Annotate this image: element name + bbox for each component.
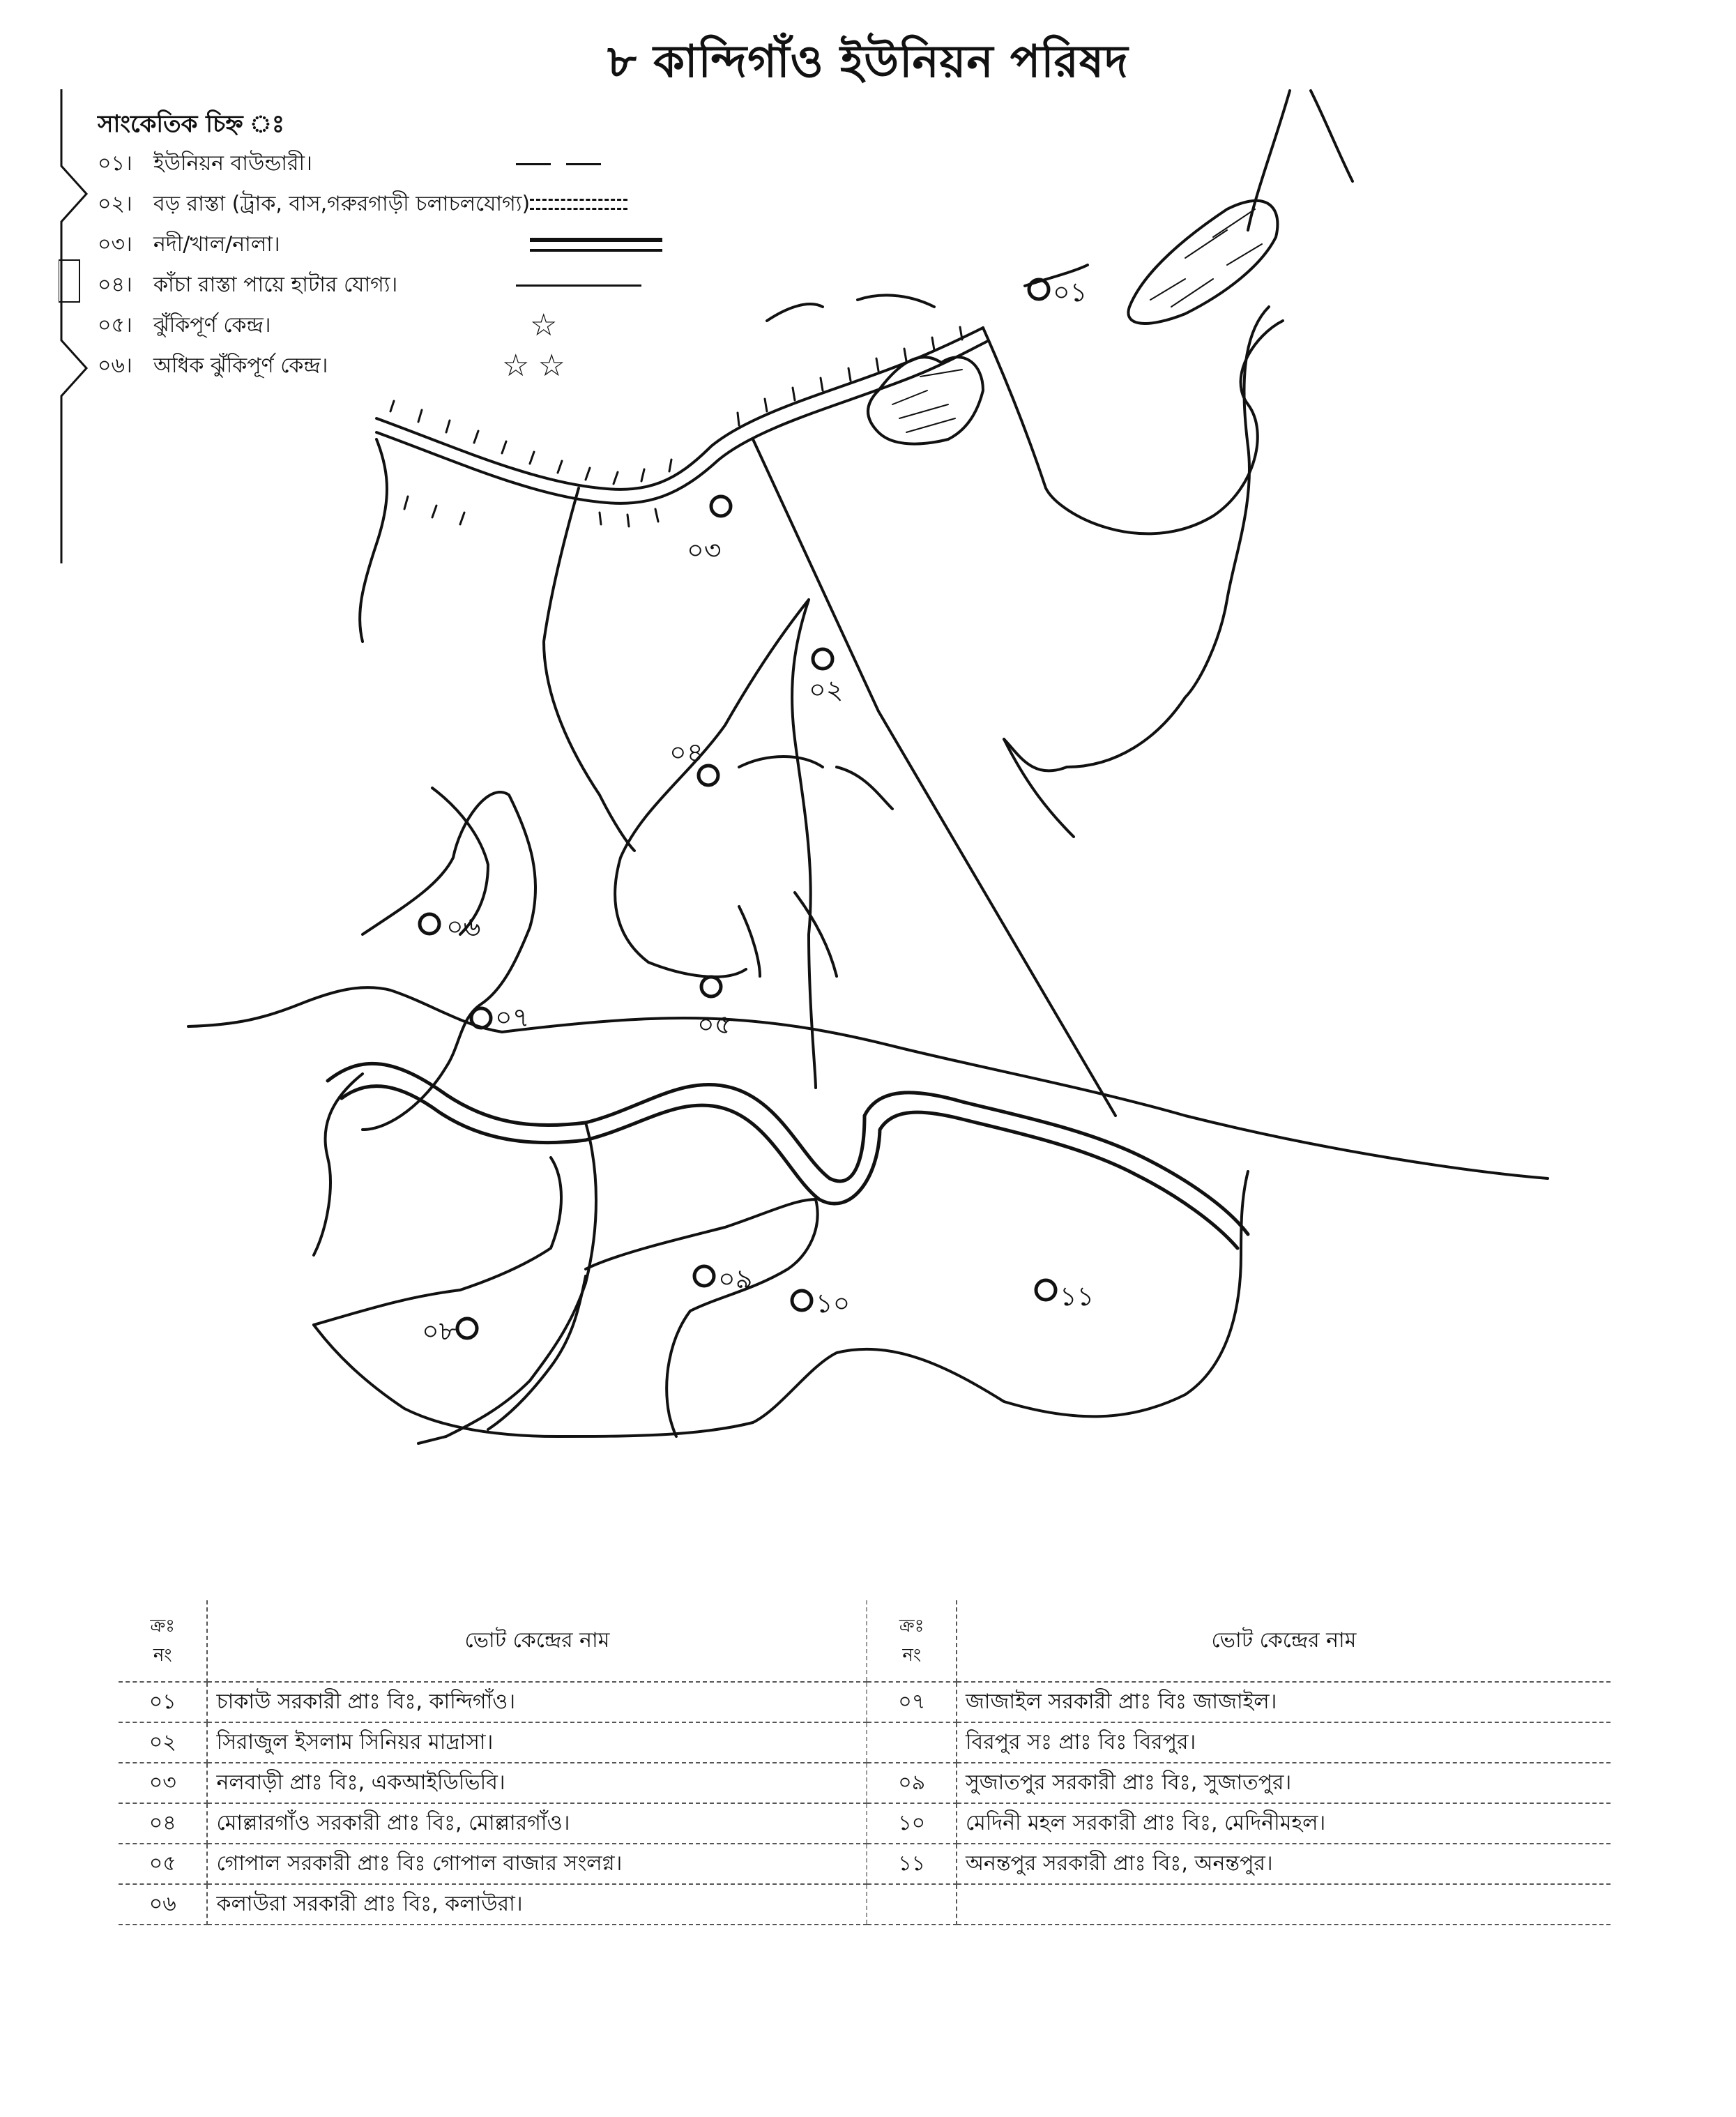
broken-curve-1 (767, 265, 1088, 321)
boundary-village-07-line (488, 1276, 586, 1429)
boundary-west (314, 439, 387, 1255)
map-label-centre-04: ০৪ (669, 737, 704, 768)
boundary-village-08 (363, 792, 535, 1130)
legend-item-label: নদী/খাল/নালা। (153, 232, 280, 257)
cell-no: ১০ (867, 1803, 956, 1844)
cell-no: ০২ (119, 1722, 207, 1763)
table-row (119, 1803, 1611, 1844)
cell-name: মেদিনী মহল সরকারী প্রাঃ বিঃ, মেদিনীমহল। (957, 1803, 1611, 1844)
legend-item-number: ০৬। (98, 354, 132, 378)
cell-name (957, 1884, 1611, 1925)
legend-item-number: ০১। (98, 151, 132, 176)
cell-name: সিরাজুল ইসলাম সিনিয়র মাদ্রাসা। (207, 1722, 867, 1763)
voting-centre-table (119, 1600, 1611, 1925)
centre-11-marker (1036, 1280, 1056, 1300)
boundary-diagonal (753, 439, 1116, 1116)
column-header-no (119, 1600, 207, 1682)
cell-name: জাজাইল সরকারী প্রাঃ বিঃ জাজাইল। (957, 1682, 1611, 1722)
legend-item-number: ০২। (98, 192, 132, 216)
cell-no: ০৩ (119, 1763, 207, 1803)
header-no-line1: ক্রঃ (150, 1616, 176, 1637)
cell-no: ০৪ (119, 1803, 207, 1844)
legend-item-number: ০৩। (98, 232, 132, 257)
broken-curve-4 (1004, 739, 1074, 837)
map-label-centre-07: ০৭ (495, 1002, 530, 1033)
centre-09-marker (694, 1266, 714, 1286)
broken-curve-2 (739, 757, 892, 809)
centre-03-marker (711, 496, 731, 516)
boundary-center (615, 600, 809, 977)
centre-06-marker (420, 914, 439, 934)
legend-item-label: অধিক ঝুঁকিপূর্ণ কেন্দ্র। (153, 354, 328, 378)
cell-name: বিরপুর সঃ প্রাঃ বিঃ বিরপুর। (957, 1722, 1611, 1763)
boundary-south-outer (314, 1171, 1248, 1436)
river-main (328, 1063, 1248, 1234)
broken-curve-3 (739, 893, 837, 976)
cell-no: ০১ (119, 1682, 207, 1722)
map-label-centre-05: ০৫ (697, 1009, 732, 1040)
pond-center-hatch (892, 370, 962, 432)
map-label-centre-11: ১১ (1060, 1281, 1095, 1312)
boundary-north-east (983, 321, 1283, 533)
cell-no (867, 1884, 956, 1925)
legend-heading: সাংকেতিক চিহ্ন ঃ (98, 110, 285, 138)
table-row (119, 1844, 1611, 1884)
centre-07-marker (471, 1008, 491, 1028)
boundary-south (314, 1123, 596, 1443)
legend-item-number: ০৪। (98, 273, 132, 297)
column-header-no (867, 1600, 956, 1682)
column-header-name: ভোট কেন্দ্রের নাম (957, 1600, 1611, 1682)
table-header-row (119, 1600, 1611, 1682)
centre-02-marker (813, 649, 832, 669)
centre-08-marker (457, 1319, 477, 1338)
map-label-centre-10: ১০ (816, 1288, 851, 1319)
cell-name: মোল্লারগাঁও সরকারী প্রাঃ বিঃ, মোল্লারগাঁও। (207, 1803, 867, 1844)
header-no-line2: নং (902, 1645, 922, 1666)
header-no-line1: ক্রঃ (899, 1616, 924, 1637)
map-label-centre-06: ০৬ (446, 911, 481, 942)
cell-name: সুজাতপুর সরকারী প্রাঃ বিঃ, সুজাতপুর। (957, 1763, 1611, 1803)
centre-10-marker (792, 1291, 812, 1310)
cell-no: ০৬ (119, 1884, 207, 1925)
map-label-centre-09: ০৯ (718, 1264, 753, 1294)
table-row (119, 1763, 1611, 1803)
map-label-centre-01: ০১ (1053, 277, 1088, 308)
header-no-line2: নং (153, 1645, 172, 1666)
map-label-centre-03: ০৩ (687, 535, 722, 566)
cell-name: নলবাড়ী প্রাঃ বিঃ, একআইডিভিবি। (207, 1763, 867, 1803)
legend-item-label: কাঁচা রাস্তা পায়ে হাটার যোগ্য। (153, 273, 398, 297)
cell-no: ০৫ (119, 1844, 207, 1884)
cell-no: ১১ (867, 1844, 956, 1884)
cell-name: চাকাউ সরকারী প্রাঃ বিঃ, কান্দিগাঁও। (207, 1682, 867, 1722)
cell-no (867, 1722, 956, 1763)
legend-item-label: বড় রাস্তা (ট্রাক, বাস,গরুরগাড়ী চলাচলযোগ্য) (153, 192, 531, 216)
cell-no: ০৯ (867, 1763, 956, 1803)
legend-item-label: ঝুঁকিপূর্ণ কেন্দ্র। (153, 313, 271, 337)
legend-item-label: ইউনিয়ন বাউন্ডারী। (153, 151, 312, 176)
table-row (119, 1682, 1611, 1722)
centre-05-marker (701, 977, 721, 996)
double-star-icon: ☆☆ (502, 348, 574, 384)
map-title: ৮ কান্দিগাঁও ইউনিয়ন পরিষদ (607, 36, 1129, 88)
legend-item-number: ০৫। (98, 313, 132, 337)
cell-no: ০৭ (867, 1682, 956, 1722)
table-row (119, 1722, 1611, 1763)
pond-north (1128, 201, 1277, 324)
cell-name: গোপাল সরকারী প্রাঃ বিঃ গোপাল বাজার সংলগ্ন। (207, 1844, 867, 1884)
map-label-centre-08: ০৮ (422, 1316, 457, 1346)
road-middle (188, 987, 1548, 1178)
table-row (119, 1884, 1611, 1925)
boundary-east (1004, 91, 1353, 771)
star-icon: ☆ (530, 308, 566, 343)
column-header-name: ভোট কেন্দ্রের নাম (207, 1600, 867, 1682)
boundary-left-north (544, 488, 634, 851)
road-hatching (390, 327, 962, 526)
cell-name: অনন্তপুর সরকারী প্রাঃ বিঃ, অনন্তপুর। (957, 1844, 1611, 1884)
cell-name: কলাউরা সরকারী প্রাঃ বিঃ, কলাউরা। (207, 1884, 867, 1925)
map-label-centre-02: ০২ (809, 674, 844, 705)
